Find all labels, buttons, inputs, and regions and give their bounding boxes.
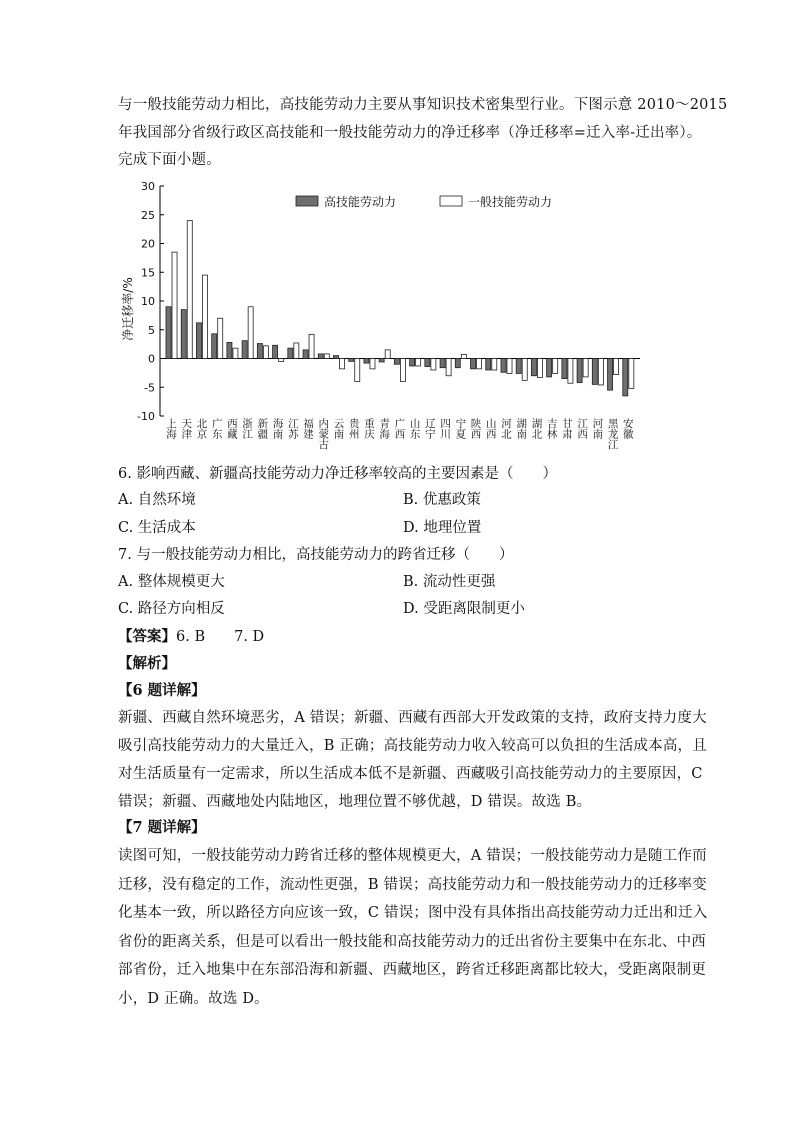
bar-general-skill (461, 354, 466, 358)
q7-option-b[interactable]: B. 流动性更强 (403, 574, 496, 590)
bar-high-skill (333, 356, 338, 359)
category-label: 黑龙江 (606, 418, 619, 450)
bar-high-skill (577, 359, 582, 383)
detail-7-line: 迁移，没有稳定的工作，流动性更强，B 错误；高技能劳动力和一般技能劳动力的迁移率变 (118, 876, 707, 893)
bar-high-skill (242, 341, 247, 359)
bar-high-skill (227, 342, 232, 358)
bar-general-skill (355, 359, 360, 382)
bar-general-skill (202, 275, 207, 358)
q6-option-b[interactable]: B. 优惠政策 (403, 492, 481, 508)
category-label: 河南 (591, 418, 604, 439)
legend-swatch-general (440, 196, 462, 206)
category-label: 西藏 (225, 418, 238, 439)
bar-general-skill (477, 359, 482, 369)
bar-general-skill (385, 350, 390, 359)
q6-option-a[interactable]: A. 自然环境 (118, 492, 196, 508)
q6-option-c[interactable]: C. 生活成本 (118, 520, 196, 536)
bar-general-skill (553, 359, 558, 374)
legend-label-high: 高技能劳动力 (324, 195, 397, 209)
bar-high-skill (303, 350, 308, 359)
category-label: 湖北 (530, 418, 543, 439)
bar-high-skill (592, 359, 597, 385)
bar-general-skill (537, 359, 542, 378)
bar-general-skill (172, 252, 177, 358)
category-label: 宁夏 (454, 418, 467, 439)
detail-7-line: 省份的距离关系，但是可以看出一般技能和高技能劳动力的迁出省份主要集中在东北、中西 (118, 933, 706, 950)
intro-paragraph (118, 92, 728, 175)
y-tick-label: 15 (141, 266, 155, 280)
bar-high-skill (394, 359, 399, 365)
detail-6-line: 吸引高技能劳动力的大量迁入，B 正确；高技能劳动力收入较高可以负担的生活成本高，且 (118, 738, 707, 754)
bar-high-skill (410, 359, 415, 366)
category-label: 湖南 (515, 418, 528, 439)
y-tick-label: 25 (141, 208, 155, 222)
bar-general-skill (248, 307, 253, 359)
y-tick-label: -10 (137, 410, 155, 423)
bar-general-skill (614, 359, 619, 375)
bar-general-skill (492, 359, 497, 371)
category-label: 甘肃 (560, 418, 573, 439)
bar-general-skill (218, 318, 223, 358)
bar-high-skill (212, 334, 217, 359)
category-label: 陕西 (469, 418, 482, 439)
legend-label-general: 一般技能劳动力 (468, 195, 553, 209)
category-label: 上海 (165, 418, 178, 439)
y-tick-label: -5 (144, 381, 155, 395)
analysis-label: 【解析】 (118, 655, 176, 672)
category-label: 浙江 (241, 418, 254, 439)
category-label: 福建 (302, 418, 315, 439)
bar-general-skill (400, 359, 405, 382)
detail-7-line: 读图可知，一般技能劳动力跨省迁移的整体规模更大，A 错误；一般技能劳动力是随工作而 (118, 848, 707, 864)
bar-high-skill (349, 359, 354, 362)
bar-general-skill (522, 359, 527, 381)
bar-general-skill (294, 343, 299, 359)
answer-label: 【答案】 (118, 628, 176, 645)
bar-general-skill (568, 359, 573, 384)
bar-general-skill (233, 348, 238, 358)
category-label: 重庆 (362, 418, 375, 439)
bar-general-skill (416, 359, 421, 366)
question-6-stem: 6. 影响西藏、新疆高技能劳动力净迁移率较高的主要因素是（ ） (118, 466, 557, 482)
category-label: 吉林 (545, 418, 558, 439)
category-label: 四川 (439, 418, 452, 439)
detail-7-line: 部省份，迁入地集中在东部沿海和新疆、西藏地区，跨省迁移距离都比较大，受距离限制更 (118, 962, 706, 978)
category-label: 贵州 (347, 418, 360, 439)
category-label: 海南 (271, 418, 284, 439)
intro-line: 与一般技能劳动力相比，高技能劳动力主要从事知识技术密集型行业。下图示意 2010～2015 (118, 97, 728, 113)
q7-option-a[interactable]: A. 整体规模更大 (118, 574, 225, 590)
bar-high-skill (379, 359, 384, 362)
bar-general-skill (583, 359, 588, 377)
category-label: 广西 (393, 418, 406, 439)
bar-high-skill (288, 348, 293, 358)
bar-high-skill (181, 310, 186, 359)
bar-high-skill (623, 359, 628, 396)
q7-option-c[interactable]: C. 路径方向相反 (118, 601, 225, 617)
bar-high-skill (166, 307, 171, 359)
bar-high-skill (318, 354, 323, 359)
detail-6-body (118, 704, 707, 816)
bar-high-skill (196, 323, 201, 359)
category-label: 山东 (408, 418, 421, 439)
bar-high-skill (273, 345, 278, 358)
chart-svg (110, 178, 650, 458)
y-tick-label: 20 (141, 237, 155, 251)
bar-general-skill (187, 221, 192, 359)
bar-high-skill (364, 359, 369, 364)
answer-text: 6. B 7. D (176, 629, 265, 645)
answer-line (118, 626, 264, 648)
y-tick-label: 30 (141, 180, 155, 193)
bar-high-skill (608, 359, 613, 391)
y-axis-label: 净迁移率/% (121, 277, 135, 341)
category-label: 山西 (484, 418, 497, 439)
bar-general-skill (431, 359, 436, 371)
category-label: 辽宁 (423, 418, 436, 439)
bar-general-skill (598, 359, 603, 385)
category-label: 云南 (332, 418, 345, 439)
category-label: 北京 (195, 418, 208, 439)
bar-high-skill (562, 359, 567, 379)
bar-high-skill (425, 359, 430, 367)
detail-6-line: 新疆、西藏自然环境恶劣，A 错误；新疆、西藏有西部大开发政策的支持，政府支持力度大 (118, 710, 707, 726)
bar-general-skill (370, 359, 375, 369)
category-label: 新疆 (256, 418, 269, 439)
bar-general-skill (446, 359, 451, 376)
detail-7-line: 化基本一致，所以路径方向应该一致，C 错误；图中没有具体指出高技能劳动力迁出和迁入 (118, 905, 708, 921)
bar-general-skill (309, 334, 314, 358)
bar-high-skill (516, 359, 521, 374)
bar-high-skill (547, 359, 552, 377)
bar-high-skill (440, 359, 445, 368)
bar-general-skill (629, 359, 634, 389)
category-label: 天津 (180, 418, 193, 439)
detail-6-line: 对生活质量有一定需求，所以生活成本低不是新疆、西藏吸引高技能劳动力的主要原因，C (118, 766, 703, 782)
migration-chart (110, 178, 650, 458)
category-label: 江苏 (286, 418, 299, 439)
category-label: 内蒙古 (317, 418, 330, 450)
bar-general-skill (263, 346, 268, 359)
category-label: 广东 (210, 418, 223, 439)
y-tick-label: 5 (148, 323, 155, 337)
legend-swatch-high (296, 196, 318, 206)
q7-option-d[interactable]: D. 受距离限制更小 (403, 601, 525, 617)
category-label: 河北 (499, 418, 512, 439)
intro-line: 年我国部分省级行政区高技能和一般技能劳动力的净迁移率（净迁移率=迁入率-迁出率）。 (118, 124, 702, 141)
bar-high-skill (257, 344, 262, 359)
category-label: 青海 (378, 418, 391, 439)
bar-general-skill (340, 359, 345, 369)
y-tick-label: 10 (141, 295, 155, 308)
detail-6-line: 错误；新疆、西藏地处内陆地区，地理位置不够优越，D 错误。故选 B。 (118, 794, 592, 810)
detail-7-body (118, 842, 708, 1013)
bar-high-skill (455, 359, 460, 368)
bar-high-skill (486, 359, 491, 371)
intro-line: 完成下面小题。 (118, 152, 221, 168)
category-label: 安徽 (621, 418, 634, 439)
bar-high-skill (471, 359, 476, 369)
detail-6-title: 【6 题详解】 (118, 682, 206, 699)
bar-general-skill (507, 359, 512, 374)
bar-high-skill (501, 359, 506, 373)
category-label: 江西 (576, 418, 589, 439)
detail-7-line: 小，D 正确。故选 D。 (118, 990, 269, 1007)
bar-general-skill (279, 359, 284, 362)
bar-high-skill (531, 359, 536, 376)
question-7-stem: 7. 与一般技能劳动力相比，高技能劳动力的跨省迁移（ ） (118, 547, 514, 563)
q6-option-d[interactable]: D. 地理位置 (403, 520, 482, 536)
detail-7-title: 【7 题详解】 (118, 819, 206, 836)
y-tick-label: 0 (148, 352, 155, 366)
bar-general-skill (324, 354, 329, 359)
